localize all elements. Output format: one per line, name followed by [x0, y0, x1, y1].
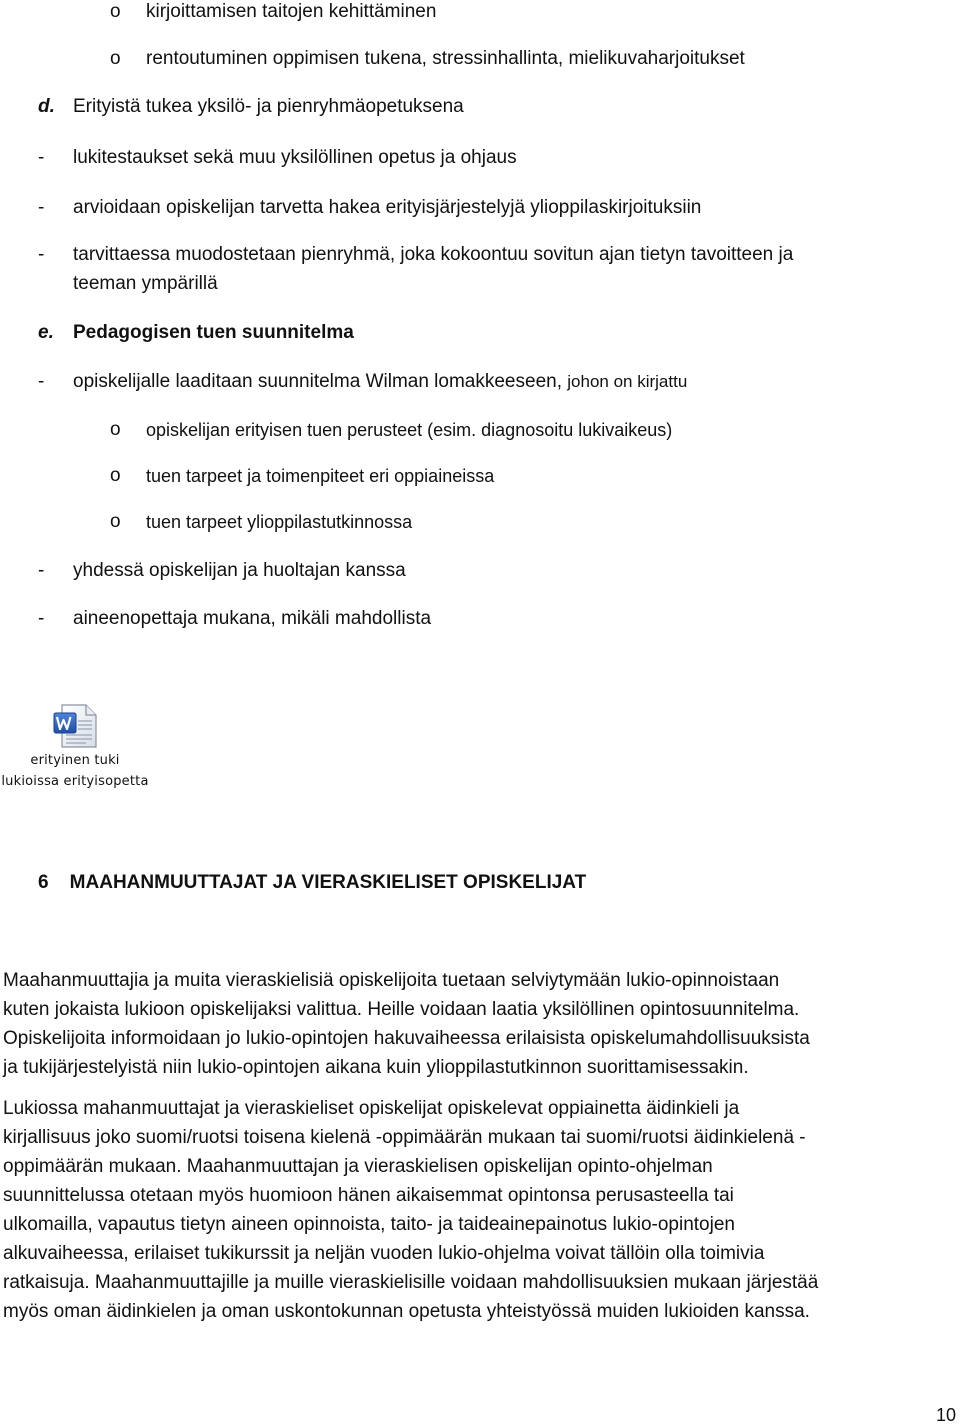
list-item: yhdessä opiskelijan ja huoltajan kanssa — [73, 560, 406, 581]
dash-marker: - — [38, 608, 45, 629]
paragraph-line: Opiskelijoita informoidaan jo lukio-opintojen hakuvaiheessa erilaisista opiskelumahdollisuuksista — [3, 1028, 810, 1049]
section-title: Erityistä tukea yksilö- ja pienryhmäopetuksena — [73, 96, 464, 117]
list-item: aineenopettaja mukana, mikäli mahdollista — [73, 608, 432, 629]
paragraph-line: ratkaisuja. Maahanmuuttajille ja muille vieraskielisille voidaan mahdollisuuksien mukaan järjestää — [3, 1272, 819, 1293]
bullet-marker: o — [110, 511, 121, 532]
paragraph-line: myös oman äidinkielen ja oman uskontokunnan opetusta yhteistyössä muiden lukioiden kanssa. — [3, 1301, 810, 1322]
paragraph-line: oppimäärän mukaan. Maahanmuuttajan ja vieraskielisen opiskelijan opinto-ohjelman — [3, 1156, 713, 1177]
word-document-icon[interactable] — [52, 703, 98, 749]
attachment-caption: lukioissa erityisopetta — [1, 774, 149, 789]
paragraph-line: kuten jokaista lukioon opiskelijaksi valittua. Heille voidaan laatia yksilöllinen opintosuunnitelma. — [3, 999, 800, 1020]
dash-marker: - — [38, 197, 45, 218]
list-item-text: opiskelijalle laaditaan suunnitelma Wilman lomakkeeseen, — [73, 371, 562, 392]
section-title: Pedagogisen tuen suunnitelma — [73, 322, 354, 343]
paragraph-line: suunnittelussa otetaan myös huomioon hänen aikaisemmat opintonsa perusasteella tai — [3, 1185, 734, 1206]
bullet-marker: o — [110, 465, 121, 486]
dash-marker: - — [38, 560, 45, 581]
list-item-text-small: johon on kirjattu — [567, 372, 688, 391]
bullet-marker: o — [110, 1, 121, 22]
list-item: opiskelijan erityisen tuen perusteet (esim. diagnosoitu lukivaikeus) — [146, 420, 673, 440]
dash-marker: - — [38, 244, 45, 265]
paragraph-line: Maahanmuuttajia ja muita vieraskielisiä opiskelijoita tuetaan selviytymään lukio-opinnoistaan — [3, 970, 780, 991]
list-item-continuation: teeman ympärillä — [73, 273, 218, 294]
paragraph-line: ja tukijärjestelyistä niin lukio-opintojen aikana kuin ylioppilastutkinnon suorittamisessakin. — [3, 1057, 749, 1078]
list-item: tarvittaessa muodostetaan pienryhmä, joka kokoontuu sovitun ajan tietyn tavoitteen ja — [73, 244, 794, 265]
list-item: lukitestaukset sekä muu yksilöllinen opetus ja ohjaus — [73, 147, 517, 168]
section-letter: d. — [38, 96, 55, 117]
paragraph — [3, 1094, 948, 1326]
paragraph-line: alkuvaiheessa, erilaiset tukikurssit ja neljän vuoden lukio-ohjelma voivat tällöin olla toimivia — [3, 1243, 765, 1264]
bullet-marker: o — [110, 419, 121, 440]
list-item: arvioidaan opiskelijan tarvetta hakea erityisjärjestelyjä ylioppilaskirjoituksiin — [73, 197, 702, 218]
dash-marker: - — [38, 371, 45, 392]
list-item: tuen tarpeet ja toimenpiteet eri oppiaineissa — [146, 466, 495, 486]
paragraph-line: ulkomailla, vapautus tietyn aineen opinnoista, taito- ja taideainepainotus lukio-opintojen — [3, 1214, 735, 1235]
list-item: kirjoittamisen taitojen kehittäminen — [146, 1, 437, 22]
section-letter: e. — [38, 322, 54, 343]
attachment-caption: erityinen tuki — [30, 753, 120, 768]
paragraph — [3, 966, 948, 1082]
list-item — [73, 370, 687, 394]
bullet-marker: o — [110, 48, 121, 69]
section-heading: 6 MAAHANMUUTTAJAT JA VIERASKIELISET OPISKELIJAT — [38, 872, 587, 893]
dash-marker: - — [38, 147, 45, 168]
paragraph-line: kirjallisuus joko suomi/ruotsi toisena kielenä -oppimäärän mukaan tai suomi/ruotsi äidinkielenä - — [3, 1127, 806, 1148]
page-number: 10 — [935, 1405, 956, 1425]
list-item: rentoutuminen oppimisen tukena, stressinhallinta, mielikuvaharjoitukset — [146, 48, 745, 69]
paragraph-line: Lukiossa mahanmuuttajat ja vieraskieliset opiskelijat opiskelevat oppiainetta äidinkieli ja — [3, 1098, 740, 1119]
list-item: tuen tarpeet ylioppilastutkinnossa — [146, 512, 413, 532]
